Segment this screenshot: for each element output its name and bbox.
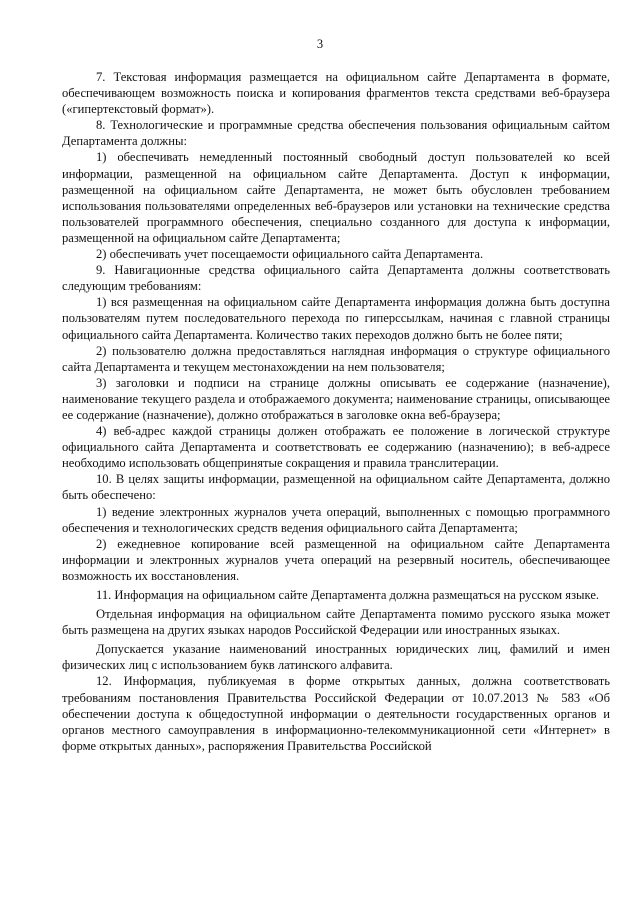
paragraph-7: 7. Текстовая информация размещается на официальном сайте Департамента в формате, обеспечивающем возможность поиска и копирования фрагментов текста средствами веб-браузера («гипертекстовый формат»). bbox=[62, 70, 610, 117]
paragraph-9-item-2: 2) пользователю должна предоставляться наглядная информация о структуре официального сайта Департамента и текущем местонахождении на нем пользователя; bbox=[62, 343, 610, 374]
document-body bbox=[62, 69, 610, 754]
paragraph-10-item-1: 1) ведение электронных журналов учета операций, выполненных с помощью программного обеспечения и технологических средств ведения официального сайта Департамента; bbox=[62, 504, 610, 535]
paragraph-12: 12. Информация, публикуемая в форме открытых данных, должна соответствовать требованиям постановления Правительства Российской Федерации от 10.07.2013 № 583 «Об обеспечении доступа к общедоступной информации о деятельности государственных органов и органов местного самоуправления в информационно-телекоммуникационной сети «Интернет» в форме открытых данных», распоряжения Правительства Российской bbox=[62, 674, 610, 753]
paragraph-11: 11. Информация на официальном сайте Департамента должна размещаться на русском языке. bbox=[96, 588, 600, 602]
paragraph-10: 10. В целях защиты информации, размещенной на официальном сайте Департамента, должно быть обеспечено: bbox=[62, 472, 610, 503]
paragraph-8: 8. Технологические и программные средства обеспечения пользования официальным сайтом Департамента должны: bbox=[62, 118, 610, 149]
paragraph-10-item-2: 2) ежедневное копирование всей размещенной на официальном сайте Департамента информации и электронных журналов учета операций на резервный носитель, обеспечивающее возможность их восстановления. bbox=[62, 536, 610, 583]
paragraph-8-item-1: 1) обеспечивать немедленный постоянный свободный доступ пользователей ко всей информации, размещенной на официальном сайте Департамента. Доступ к информации, размещенной на официальном сайте Департамента, не может быть обусловлен требованием использования пользователями определенных веб-браузеров или установки на технические средства пользователей программного обеспечения, специально созданного для доступа к информации, размещенной на официальном сайте Департамента; bbox=[62, 150, 610, 245]
paragraph-9: 9. Навигационные средства официального сайта Департамента должны соответствовать следующим требованиям: bbox=[62, 263, 610, 294]
paragraph-9-item-4: 4) веб-адрес каждой страницы должен отображать ее положение в логической структуре официального сайта Департамента и соответствовать ее содержанию (назначению); в веб-адресе необходимо использовать общепринятые сокращения и правила транслитерации. bbox=[62, 424, 610, 471]
page-number: 3 bbox=[316, 37, 324, 51]
paragraph-9-item-1: 1) вся размещенная на официальном сайте Департамента информация должна быть доступна пользователям путем последовательного перехода по гиперссылкам, начиная с главной страницы официального сайта Департамента. Количество таких переходов должно быть не более пяти; bbox=[62, 295, 610, 342]
paragraph-8-item-2: 2) обеспечивать учет посещаемости официального сайта Департамента. bbox=[96, 247, 484, 262]
paragraph-9-item-3: 3) заголовки и подписи на странице должны описывать ее содержание (назначение), наименование текущего раздела и отображаемого документа; наименование страницы, описывающее ее содержание (назначение), должно отображаться в заголовке окна веб-браузера; bbox=[62, 375, 610, 422]
paragraph-11-part-2: Отдельная информация на официальном сайте Департамента помимо русского языка может быть размещена на других языках народов Российской Федерации или иностранных языках. bbox=[62, 607, 610, 638]
paragraph-11-part-3: Допускается указание наименований иностранных юридических лиц, фамилий и имен физических лиц с использованием букв латинского алфавита. bbox=[62, 642, 610, 673]
